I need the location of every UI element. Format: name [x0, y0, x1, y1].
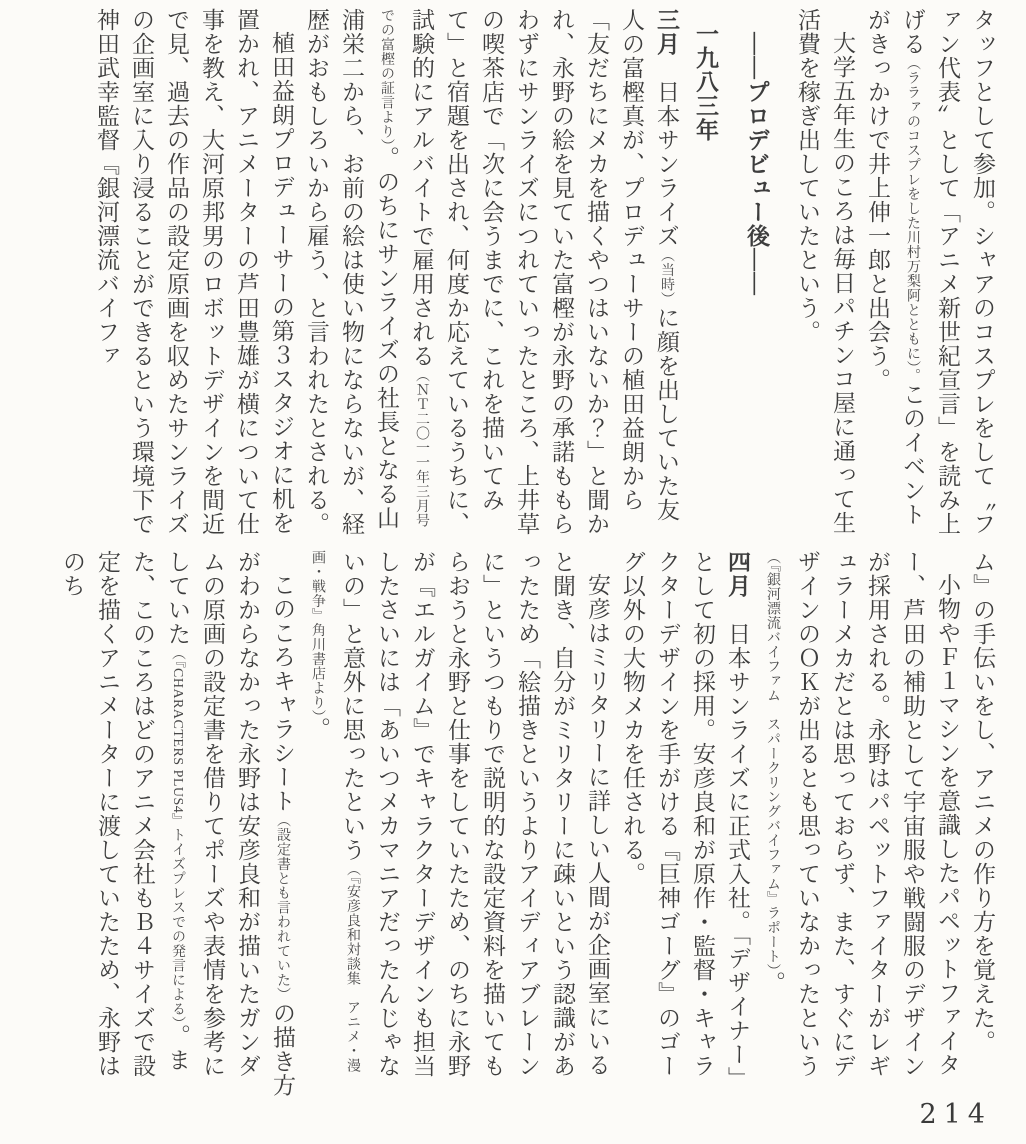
section-heading-pro-debut	[739, 8, 774, 540]
body-text: 一九八三年	[693, 22, 718, 142]
year-1983	[688, 8, 723, 540]
body-text: 植田益朗プロデューサーの第３スタジオに机を置かれ、アニメーターの芦田豊雄が横について仕事を教え、大河原邦男のロボットデザインを間近で見、過去の作品の設定原画を収めたサンライズの企画室に入り浸ることができるという環境下で神田武幸監督『銀河漂流バイファ	[94, 8, 294, 536]
para-studio3	[89, 8, 299, 540]
annotation-text: （『安彦良和対談集 アニメ・漫画・戦争』角川書店より）	[310, 550, 360, 1073]
para-puppet-fighter	[755, 550, 965, 1100]
annotation-text: （『CHARACTERS PLUS4』トイズプレスでの発言による）	[170, 646, 185, 1024]
body-text: ム』の手伝いをし、アニメの作り方を覚えた。	[970, 550, 995, 1054]
annotation-text: （ララァのコスプレをした川村万梨阿とともに）。	[905, 56, 920, 383]
body-text: このころキャラシート	[270, 573, 295, 813]
text-block-top	[89, 8, 1000, 540]
para-march-sunrise	[299, 8, 684, 540]
annotation-text: （ＮＴ二〇一一年三月号での富樫の証言より）	[379, 8, 429, 528]
body-text: に顔を出していた友人の富樫真が、プロデューサーの植田益朗から「友だちにメカを描くやつはいないか？」と聞かれ、永野の絵を見ていた富樫が永野の承諾ももらわずにサンライズにつれていったところ、上井草の喫茶店で「次に会うまでに、これを描いてみて」と宿題を出され、何度か応えているうちに、試験的にアルバイトで雇用される	[409, 8, 679, 536]
body-text: 。	[760, 971, 785, 995]
body-text: 日本サンライズ	[654, 56, 679, 248]
text-block-bottom	[55, 550, 1000, 1100]
body-text: 。また、このころはどのアニメ会社もＢ４サイズで設定を描くアニメーターに渡していたため、永野はのち	[60, 550, 190, 1078]
para-april-official	[615, 550, 755, 1100]
annotation-text: （設定書とも言われていた）	[275, 813, 290, 1002]
para-chara-sheet	[55, 550, 300, 1100]
body-text: 日本サンライズに正式入社。「デザイナー」として初の採用。安彦良和が原作・監督・キャラクターデザインを手がける『巨神ゴーグ』のゴーグ以外の大物メカを任される。	[620, 550, 750, 1091]
body-text: 三月	[654, 8, 679, 56]
body-text: 大学五年生のころは毎日パチンコ屋に通って生活費を稼ぎ出していたという。	[795, 8, 855, 535]
body-text: 小物やＦ１マシンを意識したパペットファイター、芦田の補助として宇宙服や戦闘服のデザインが採用される。永野はパペットファイターがレギュラーメカだとは思っておらず、また、すぐにデザインのＯＫが出るとも思っていなかったという	[795, 550, 960, 1078]
para-anime-shinseiki-sengen	[860, 8, 1000, 540]
para-yasuhiko-military	[300, 550, 615, 1100]
body-text: 。	[305, 717, 330, 741]
para-pachinko	[790, 8, 860, 540]
body-text: 。のちにサンライズの社長となる山浦栄二から、お前の絵は使い物にならないが、経歴がおもしろいから雇う、と言われたとされる。	[304, 8, 399, 536]
body-text: の描き方がわからなかった永野は安彦良和が描いたガンダムの原画の設定書を借りてポーズや表情を参考にしていた	[165, 550, 295, 1098]
body-text: 四月	[725, 550, 750, 598]
annotation-text: （当時）	[659, 248, 674, 306]
para-vifam-continued	[965, 550, 1000, 1100]
body-text: ――プロデビュー後――	[744, 32, 769, 296]
page-number: 214	[919, 1099, 992, 1130]
body-text: タッフとして参加。シャアのコスプレをして〝ファン代表〟として「アニメ新世紀宣言」を読み上げる	[900, 8, 995, 536]
body-text: このイベントがきっかけで井上伸一郎と出会う。	[865, 8, 925, 527]
annotation-text: （『銀河漂流バイファム スパークリングバイファム』ラポート）	[765, 550, 780, 971]
body-text: 安彦はミリタリーに詳しい人間が企画室にいると聞き、自分がミリタリーに疎いという認識があったため「絵描きというよりアイディアブレーンに」というつもりで説明的な設定資料を描いてもらおうと永野と仕事をしていたため、のちに永野が『エルガイム』でキャラクターデザインも担当したさいには「あいつメカマニアだったんじゃないの」と意外に思ったという	[340, 550, 610, 1078]
